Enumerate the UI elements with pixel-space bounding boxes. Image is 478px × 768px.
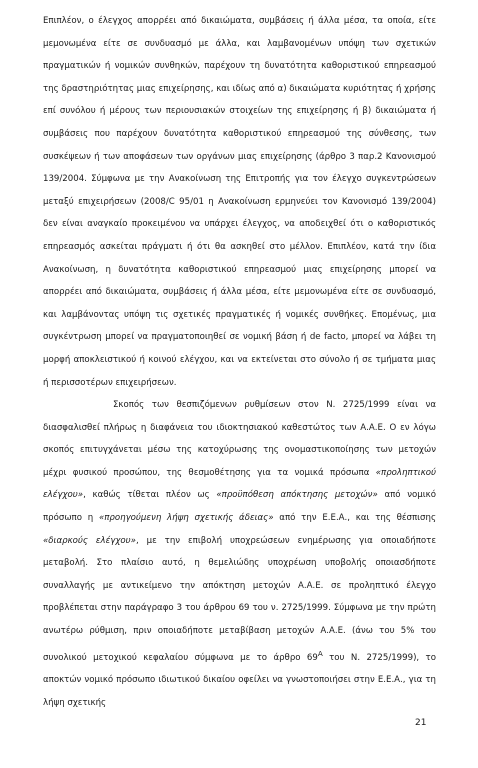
text-segment: από την Ε.Ε.Α., και της θέσπισης xyxy=(273,513,436,524)
text-segment: Επιπλέον, ο έλεγχος απορρέει από δικαιώματα, συμβάσεις ή άλλα μέσα, τα οποία, είτε μεμονωμένα είτε σε συνδυασμό με άλλα, και λαμβανομένων υπόψη των σχετικών πραγματικών ή νομικών συνθηκών, παρέχουν τη δυνατότητα καθοριστικού επηρεασμού της δραστηριότητας μιας επιχείρησης, και ιδίως από α) δικαιώματα κυριότητας ή χρήσης επί συνόλου ή μέρους των περιουσιακών στοιχείων της επιχείρησης ή β) δικαιώματα ή συμβάσεις που παρέχουν δυνατότητα καθοριστικού επηρεασμού της σύνθεσης, των συσκέψεων ή των αποφάσεων των οργάνων μιας επιχείρησης (άρθρο 3 παρ.2 Κανονισμού 139/2004. Σύμφωνα με την Ανακοίνωση της Επιτροπής για τον έλεγχο συγκεντρώσεων μεταξύ επιχειρήσεων (2008/C 95/01 η Ανακοίνωση ερμηνεύει τον Κανονισμό 139/2004) δεν είναι αναγκαίο προκειμένου να υπάρχει έλεγχος, να αποδειχθεί ότι ο καθοριστικός επηρεασμός ασκείται πράγματι ή ότι θα ασκηθεί στο μέλλον. Επιπλέον, κατά την ίδια Ανακοίνωση, η δυνατότητα καθοριστικού επηρεασμού μιας επιχείρησης μπορεί να απορρέει από δικαιώματα, συμβάσεις ή άλλα μέσα, είτε μεμονωμένα είτε σε συνδυασμό, και λαμβάνοντας υπόψη τις σχετικές πραγματικές ή νομικές συνθήκες. Επομένως, μια συγκέντρωση μπορεί να πραγματοποιηθεί σε νομική βάση ή de facto, μπορεί να λάβει τη μορφή αποκλειστικού ή κοινού ελέγχου, και να εκτείνεται στο σύνολο ή σε τμήματα μιας ή περισσοτέρων επιχειρήσεων. xyxy=(43,16,436,388)
body-text xyxy=(43,10,436,714)
paragraph-control-definition xyxy=(43,10,436,394)
emphasized-term: «προϋπόθεση απόκτησης μετοχών» xyxy=(216,490,378,501)
text-segment: , καθώς τίθεται πλέον ως xyxy=(83,490,217,501)
text-segment: από νομικό πρόσωπο η xyxy=(43,490,436,524)
text-segment: Σκοπός των θεσπιζόμενων ρυθμίσεων στον Ν. 2725/1999 είναι να διασφαλισθεί πλήρως η διαφάνεια του ιδιοκτησιακού καθεστώτος των Α.Α.Ε. Ο εν λόγω σκοπός επιτυγχάνεται μέσω της κατοχύρωσης της ονομαστικοποίησης των μετοχών μέχρι φυσικού προσώπου, της θεσμοθέτησης για τα νομικά πρόσωπα xyxy=(43,400,436,478)
text-segment: του Ν. 2725/1999), το αποκτών νομικό πρόσωπο ιδιωτικού δικαίου οφείλει να γνωστοποιήσει στην Ε.Ε.Α., για τη λήψη σχετικής xyxy=(43,652,436,708)
paragraph-law-purpose xyxy=(43,394,436,714)
emphasized-term: «προηγούμενη λήψη σχετικής άδειας» xyxy=(98,513,274,524)
page-number: 21 xyxy=(415,718,427,728)
text-segment: , με την επιβολή υποχρεώσεων ενημέρωσης για οποιαδήποτε μεταβολή. Στο πλαίσιο αυτό, η θεμελιώδης υποχρέωση υποβολής οποιασδήποτε συναλλαγής με αντικείμενο την απόκτηση μετοχών Α.Α.Ε. σε προληπτικό έλεγχο προβλέπεται στην παράγραφο 3 του άρθρου 69 του ν. 2725/1999. Σύμφωνα με την πρώτη ανωτέρω ρύθμιση, πριν οποιαδήποτε μεταβίβαση μετοχών Α.Α.Ε. (άνω του 5% του συνολικού μετοχικού κεφαλαίου σύμφωνα με το άρθρο 69 xyxy=(43,535,436,663)
superscript: A xyxy=(317,648,323,658)
emphasized-term: «προληπτικού ελέγχου» xyxy=(43,467,436,501)
emphasized-term: «διαρκούς ελέγχου» xyxy=(43,535,136,546)
